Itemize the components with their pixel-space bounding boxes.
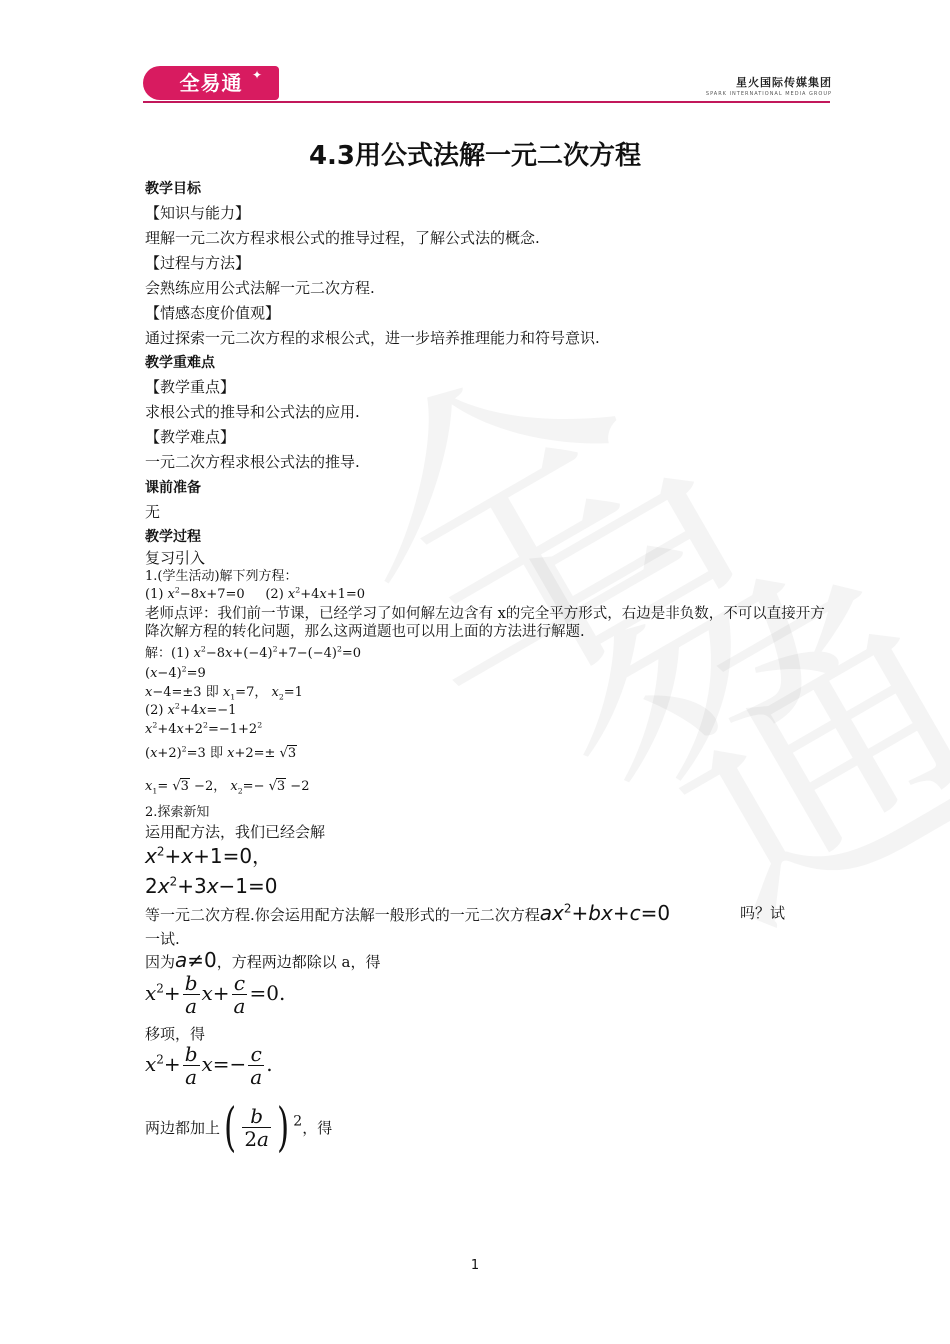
sqrt-symbol: √3 bbox=[279, 746, 297, 761]
process-text: 会熟练应用公式法解一元二次方程. bbox=[145, 279, 375, 297]
divided-equation: $x^2+$ $\frac{b}{a}$ x+ $\frac{c}{a}$ =0. bbox=[145, 971, 286, 1018]
ji-word: 即 bbox=[209, 746, 223, 761]
equation-b: $2x^2+3x-1=0$ bbox=[145, 874, 278, 898]
focus-label: 【教学重点】 bbox=[145, 378, 236, 396]
review-label: 复习引入 bbox=[145, 549, 206, 567]
focus-text: 求根公式的推导和公式法的应用. bbox=[145, 403, 360, 421]
solve-label: 解： bbox=[145, 646, 172, 661]
general-form-text-b-1: 吗？试 bbox=[740, 904, 786, 922]
solution-step-5: $x^2+4x+2^2=-1+2^2$ bbox=[145, 720, 263, 737]
publisher-name-en: SPARK INTERNATIONAL MEDIA GROUP bbox=[705, 91, 832, 97]
moved-equation: $x^2+$ $\frac{b}{a}$ x=− $\frac{c}{a}$ . bbox=[145, 1042, 273, 1089]
because-line bbox=[145, 950, 380, 972]
solution-step-3: x−4=±3 即 $x_1=7$， $x_2=1$ bbox=[145, 685, 303, 702]
general-form-text-a: 等一元二次方程.你会运用配方法解一般形式的一元二次方程 bbox=[145, 906, 540, 924]
general-form-text bbox=[145, 903, 670, 925]
knowledge-label: 【知识与能力】 bbox=[145, 204, 251, 222]
because-b: ，方程两边都除以 a，得 bbox=[216, 953, 381, 971]
brand-logo-text: 全易通 bbox=[179, 71, 243, 95]
page-number: 1 bbox=[470, 1258, 480, 1273]
activity-item-1: 1.(学生活动)解下列方程： bbox=[145, 569, 298, 584]
solution-step-4: (2) $x^2+4x=-1$ bbox=[145, 701, 237, 718]
general-equation: $ax^2+bx+c=0$ bbox=[539, 901, 671, 925]
page-title: 4.3用公式法解一元二次方程 bbox=[308, 141, 642, 171]
goals-heading: 教学目标 bbox=[145, 181, 201, 197]
keypoints-heading: 教学重难点 bbox=[145, 355, 215, 371]
fraction-b-over-a: $\frac{b}{a}$ bbox=[184, 971, 198, 1018]
sparkle-icon: ✦ bbox=[251, 68, 263, 82]
general-form-text-b-2: 一试. bbox=[145, 930, 180, 948]
move-term-text: 移项，得 bbox=[145, 1025, 206, 1043]
add-both-a: 两边都加上 bbox=[145, 1119, 221, 1137]
knowledge-text: 理解一元二次方程求根公式的推导过程，了解公式法的概念. bbox=[145, 229, 540, 247]
publisher-name: 星火国际传媒集团 bbox=[736, 76, 832, 89]
process-label: 【过程与方法】 bbox=[145, 254, 251, 272]
method-intro: 运用配方法，我们已经会解 bbox=[145, 823, 326, 841]
solution-step-2: $(x-4)^2=9$ bbox=[145, 664, 206, 681]
a-not-zero: a≠0 bbox=[175, 948, 217, 972]
b-over-2a-squared: ( $\frac{b}{2a}$ ) $^2$ bbox=[224, 1097, 303, 1158]
header-divider bbox=[143, 101, 830, 103]
solution-step-6: $(x+2)^2=3$ 即 x+2=± √3 bbox=[145, 744, 297, 761]
solution-step-7: $x_1= √3 -2$， $x_2=- √3 -2$ bbox=[145, 779, 310, 796]
difficulty-label: 【教学难点】 bbox=[145, 428, 236, 446]
ji-word: 即 bbox=[205, 685, 219, 700]
fraction-c-over-a: $\frac{c}{a}$ bbox=[233, 971, 246, 1018]
prep-text: 无 bbox=[145, 503, 161, 521]
add-both-line bbox=[145, 1096, 332, 1158]
prep-heading: 课前准备 bbox=[145, 480, 201, 496]
add-both-b: ，得 bbox=[302, 1119, 333, 1137]
equations-1-2: (1) $x^2-8x+7=0$ (2) $x^2+4x+1=0$ bbox=[145, 585, 366, 602]
process-heading: 教学过程 bbox=[145, 529, 201, 545]
teacher-comment: 老师点评：我们前一节课，已经学习了如何解左边含有 x的完全平方形式，右边是非负数，不可以直接开方降次解方程的转化问题，那么这两道题也可以用上面的方法进行解题. bbox=[145, 606, 825, 640]
brand-logo bbox=[143, 66, 279, 100]
publisher-mark bbox=[706, 74, 832, 97]
because-a: 因为 bbox=[145, 953, 176, 971]
emotion-text: 通过探索一元二次方程的求根公式，进一步培养推理能力和符号意识. bbox=[145, 329, 600, 347]
difficulty-text: 一元二次方程求根公式法的推导. bbox=[145, 453, 360, 471]
emotion-label: 【情感态度价值观】 bbox=[145, 304, 281, 322]
equation-a: $x^2+x+1=0$， bbox=[145, 844, 273, 868]
activity-item-2: 2.探索新知 bbox=[145, 805, 210, 820]
solution-step-1: 解：(1) $x^2-8x+(-4)^2+7-(-4)^2=0$ bbox=[145, 644, 362, 661]
